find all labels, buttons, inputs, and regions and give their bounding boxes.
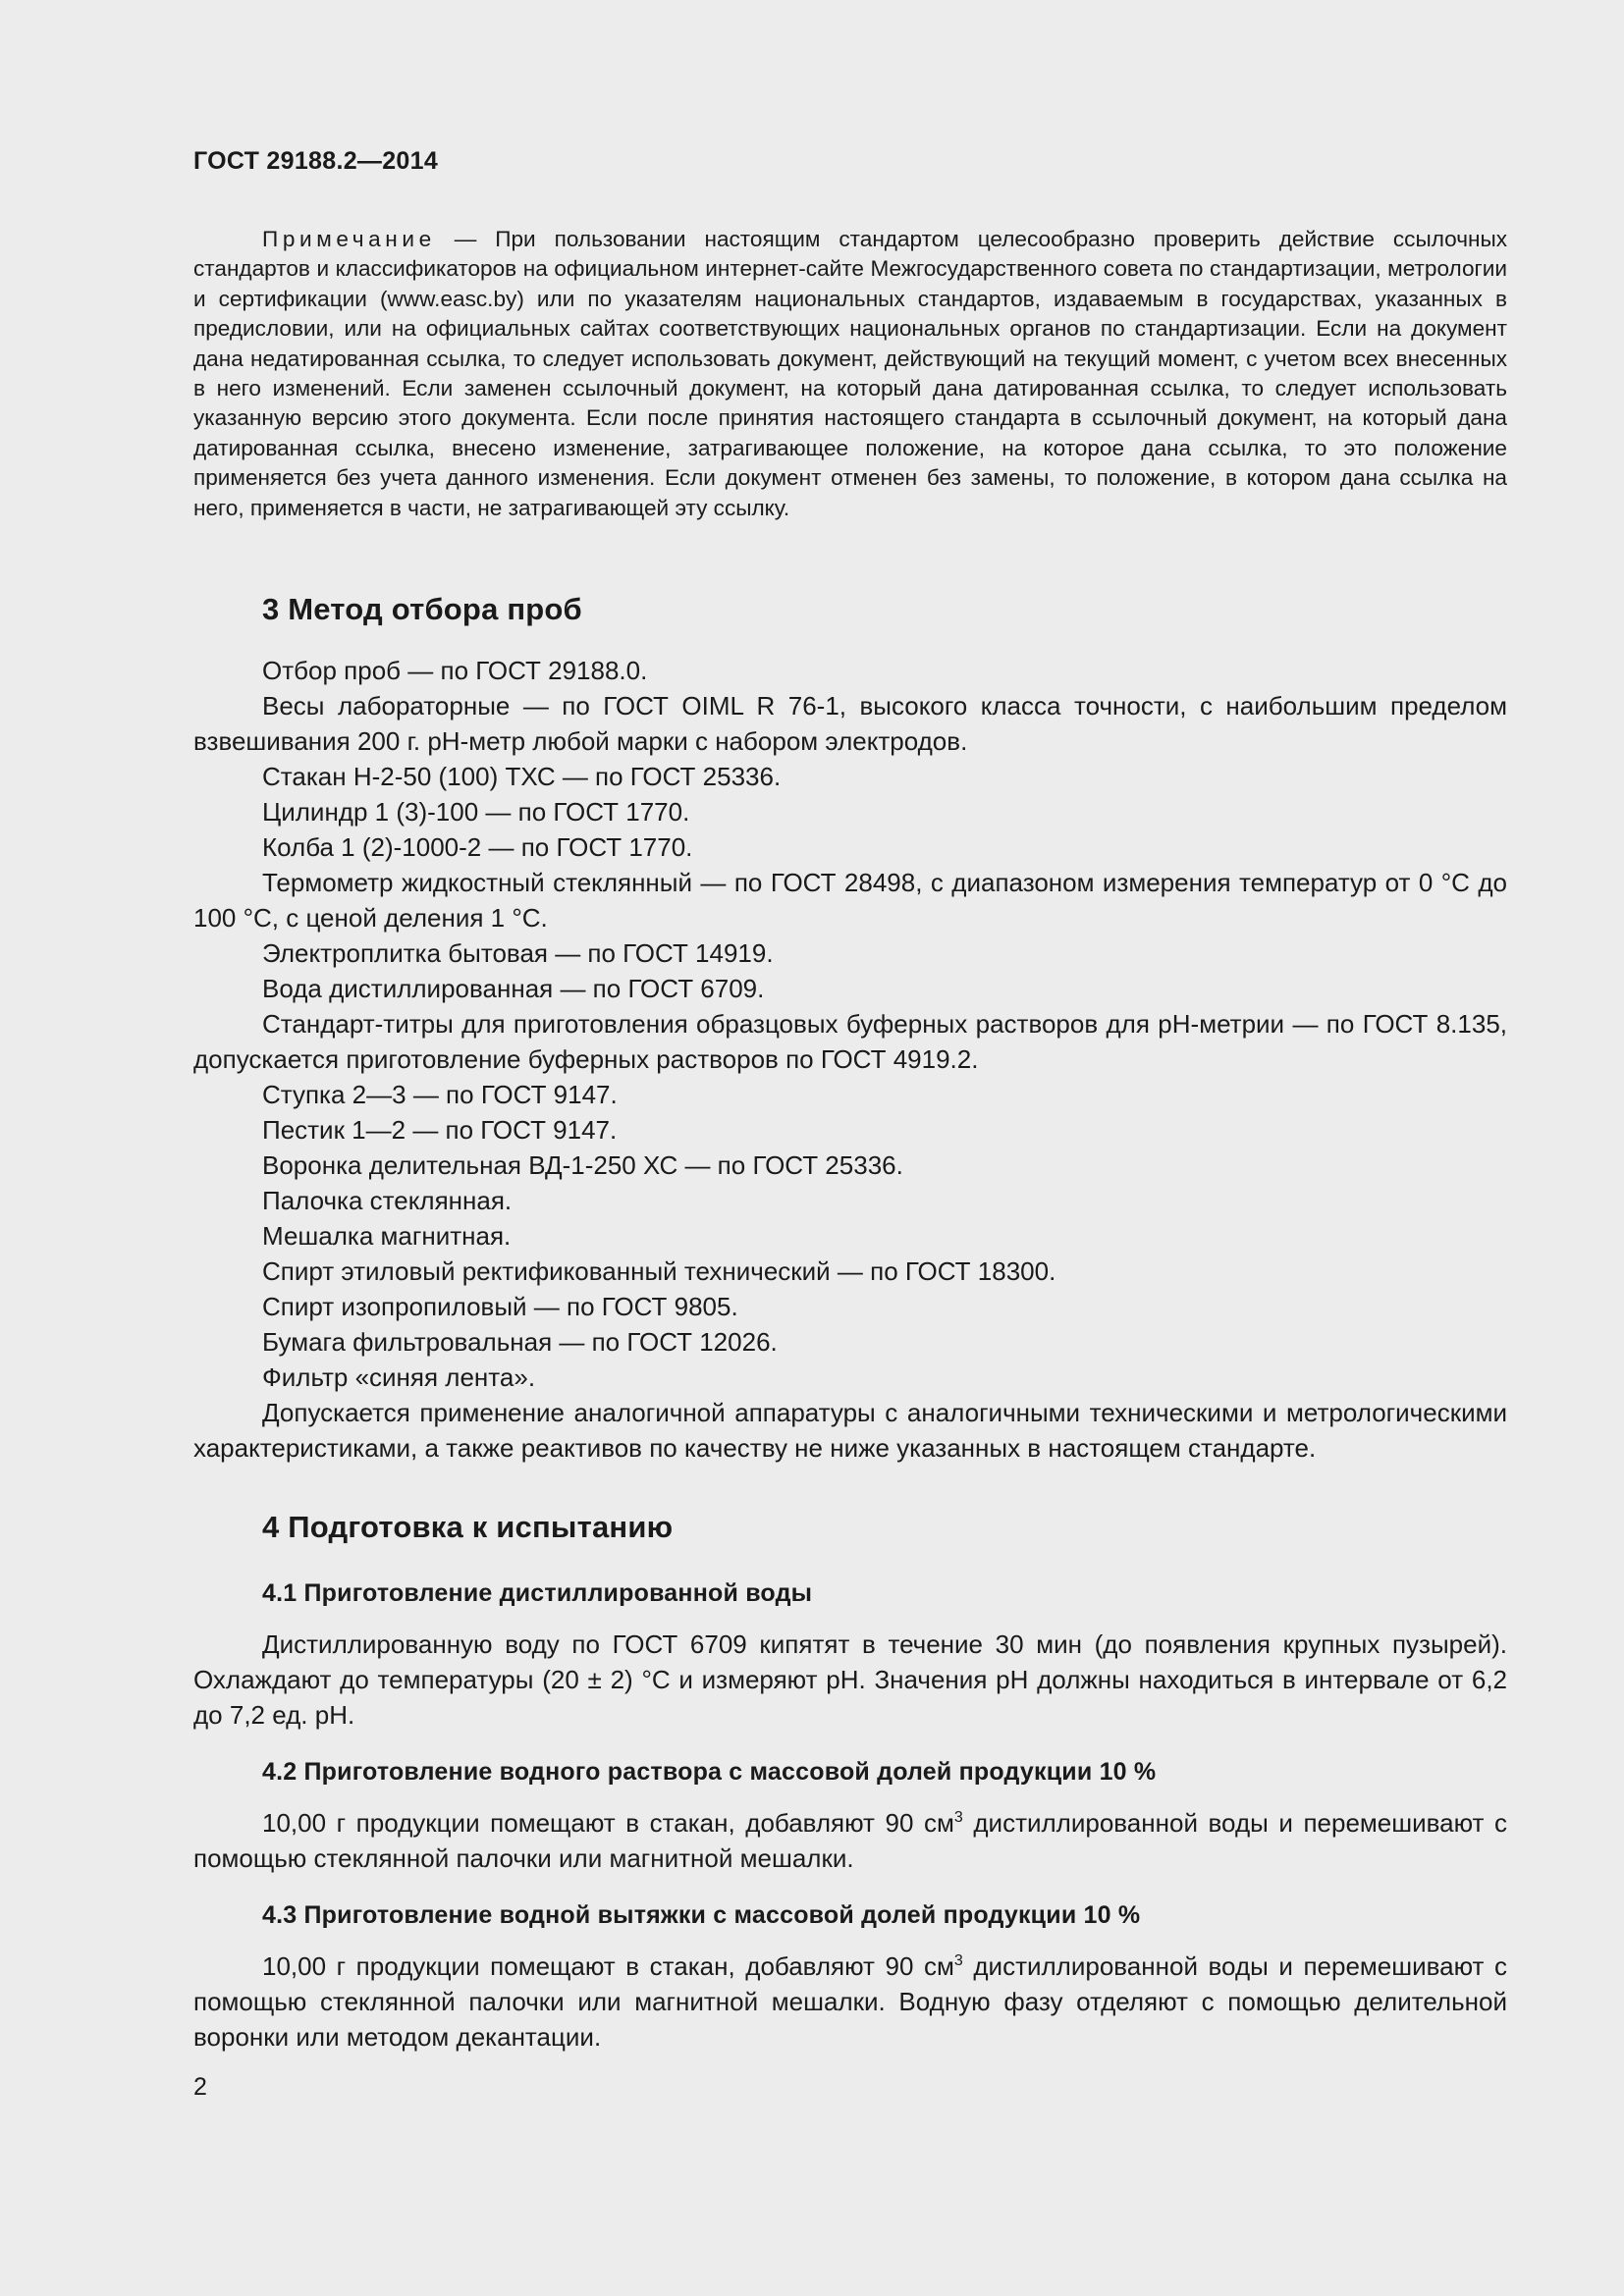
paragraph: Отбор проб — по ГОСТ 29188.0. xyxy=(262,656,648,685)
paragraph: Спирт этиловый ректификованный технический — по ГОСТ 18300. xyxy=(262,1256,1056,1286)
subsection-4-3-title: 4.3 Приготовление водной вытяжки с массовой долей продукции 10 % xyxy=(262,1901,1141,1929)
paragraph: Воронка делительная ВД-1-250 ХС — по ГОСТ 25336. xyxy=(262,1150,903,1180)
section-4-title: 4 Подготовка к испытанию xyxy=(262,1510,674,1544)
text: дистиллированной воды и перемешивают с помощью стеклянной палочки или магнитной мешалки. xyxy=(193,1808,1508,1873)
paragraph: Цилиндр 1 (3)-100 — по ГОСТ 1770. xyxy=(262,797,690,827)
subsection-4-1-body xyxy=(193,1627,1507,1733)
paragraph: Вода дистиллированная — по ГОСТ 6709. xyxy=(262,974,765,1003)
note-text: — При пользовании настоящим стандартом целесообразно проверить действие ссылочных стандартов и классификаторов на официальном интернет-сайте Межгосударственного совета по стандартизации, метрологии и сертификации (www.easc.by) или по указателям национальных стандартов, издаваемым в государствах, указанных в предисловии, или на официальных сайтах соответствующих национальных органов по стандартизации. Если на документ дана недатированная ссылка, то следует использовать документ, действующий на текущий момент, с учетом всех внесенных в него изменений. Если заменен ссылочный документ, на который дана датированная ссылка, то следует использовать указанную версию этого документа. Если после принятия настоящего стандарта в ссылочный документ, на который дана датированная ссылка, внесено изменение, затрагивающее положение, на которое дана ссылка, то это положение применяется без учета данного изменения. Если документ отменен без замены, то положение, в котором дана ссылка на него, применяется в части, не затрагивающей эту ссылку. xyxy=(193,227,1507,520)
paragraph: Стакан Н-2-50 (100) ТХС — по ГОСТ 25336. xyxy=(262,762,782,791)
text: дистиллированной воды и перемешивают с помощью стеклянной палочки или магнитной мешалки. Водную фазу отделяют с помощью делительной воронки или методом декантации. xyxy=(193,1951,1508,2052)
subsection-4-1-title: 4.1 Приготовление дистиллированной воды xyxy=(262,1579,813,1607)
text: 10,00 г продукции помещают в стакан, добавляют 90 см xyxy=(262,1951,954,1981)
subsection-4-3-body xyxy=(193,1949,1507,2055)
paragraph: Мешалка магнитная. xyxy=(262,1221,512,1251)
paragraph: Дистиллированную воду по ГОСТ 6709 кипятят в течение 30 мин (до появления крупных пузырей). Охлаждают до температуры (20 ± 2) °С и измеряют pH. Значения pH должны находиться в интервале от 6,2 до 7,2 ед. pH. xyxy=(193,1629,1507,1730)
paragraph: Колба 1 (2)-1000-2 — по ГОСТ 1770. xyxy=(262,832,693,862)
paragraph: Фильтр «синяя лента». xyxy=(262,1362,536,1392)
paragraph: Спирт изопропиловый — по ГОСТ 9805. xyxy=(262,1292,738,1321)
paragraph: Термометр жидкостный стеклянный — по ГОСТ 28498, с диапазоном измерения температур от 0 °С до 100 °С, с ценой деления 1 °С. xyxy=(193,868,1507,933)
paragraph: Пестик 1—2 — по ГОСТ 9147. xyxy=(262,1115,618,1145)
superscript: 3 xyxy=(953,1952,963,1969)
text: 10,00 г продукции помещают в стакан, добавляют 90 см xyxy=(262,1808,954,1838)
superscript: 3 xyxy=(953,1809,963,1826)
paragraph: Стандарт-титры для приготовления образцовых буферных растворов для pH-метрии — по ГОСТ 8.135, допускается приготовление буферных растворов по ГОСТ 4919.2. xyxy=(193,1009,1507,1074)
paragraph: Ступка 2—3 — по ГОСТ 9147. xyxy=(262,1080,618,1109)
paragraph: Бумага фильтровальная — по ГОСТ 12026. xyxy=(262,1327,778,1357)
reference-note xyxy=(193,225,1507,523)
paragraph xyxy=(193,1949,1507,2055)
section-3-body xyxy=(193,653,1507,1466)
subsection-4-2-title: 4.2 Приготовление водного раствора с массовой долей продукции 10 % xyxy=(262,1758,1157,1786)
page-number: 2 xyxy=(193,2073,207,2101)
paragraph xyxy=(193,1805,1507,1876)
paragraph: Электроплитка бытовая — по ГОСТ 14919. xyxy=(262,938,774,968)
paragraph: Весы лабораторные — по ГОСТ OIML R 76-1, высокого класса точности, с наибольшим пределом взвешивания 200 г. pH-метр любой марки с набором электродов. xyxy=(193,691,1507,756)
subsection-4-2-body xyxy=(193,1805,1507,1876)
section-3-title: 3 Метод отбора проб xyxy=(262,592,582,626)
document-header: ГОСТ 29188.2—2014 xyxy=(193,147,439,175)
paragraph: Допускается применение аналогичной аппаратуры с аналогичными техническими и метрологическими характеристиками, а также реактивов по качеству не ниже указанных в настоящем стандарте. xyxy=(193,1398,1507,1463)
note-label: Примечание xyxy=(262,227,436,251)
paragraph: Палочка стеклянная. xyxy=(262,1186,513,1215)
